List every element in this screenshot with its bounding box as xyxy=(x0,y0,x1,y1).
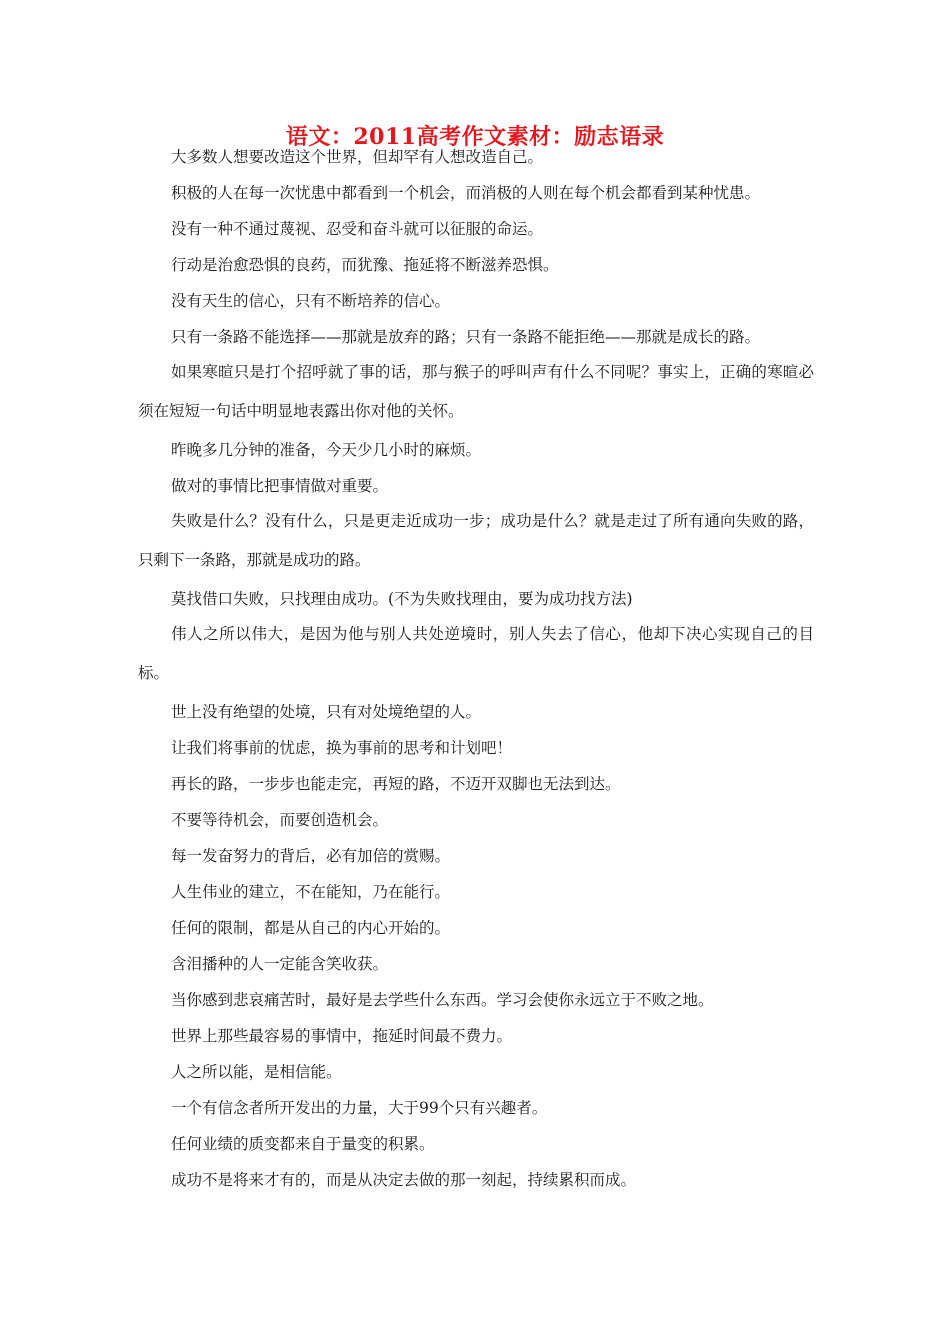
paragraph: 任何的限制，都是从自己的内心开始的。 xyxy=(171,919,451,937)
paragraph: 世界上那些最容易的事情中，拖延时间最不费力。 xyxy=(171,1027,513,1045)
paragraph: 没有天生的信心，只有不断培养的信心。 xyxy=(171,292,451,310)
paragraph: 积极的人在每一次忧患中都看到一个机会，而消极的人则在每个机会都看到某种忧患。 xyxy=(171,184,761,202)
document-title: 语文：2011高考作文素材：励志语录 xyxy=(285,124,665,150)
paragraph: 让我们将事前的忧虑，换为事前的思考和计划吧！ xyxy=(171,739,513,757)
paragraph: 每一发奋努力的背后，必有加倍的赏赐。 xyxy=(171,847,451,865)
paragraph: 成功不是将来才有的，而是从决定去做的那一刻起，持续累积而成。 xyxy=(171,1171,637,1189)
paragraph: 含泪播种的人一定能含笑收获。 xyxy=(171,955,389,973)
paragraph: 伟人之所以伟大，是因为他与别人共处逆境时，别人失去了信心，他却下决心实现自己的目标。 xyxy=(138,625,814,682)
paragraph: 没有一种不通过蔑视、忍受和奋斗就可以征服的命运。 xyxy=(171,220,544,238)
paragraph: 当你感到悲哀痛苦时，最好是去学些什么东西。学习会使你永远立于不败之地。 xyxy=(171,991,714,1009)
paragraph: 人之所以能，是相信能。 xyxy=(171,1063,342,1081)
paragraph: 人生伟业的建立，不在能知，乃在能行。 xyxy=(171,883,451,901)
paragraph: 一个有信念者所开发出的力量，大于99个只有兴趣者。 xyxy=(171,1099,548,1117)
document-body xyxy=(138,148,814,1207)
paragraph: 再长的路，一步步也能走完，再短的路，不迈开双脚也无法到达。 xyxy=(171,775,621,793)
paragraph: 任何业绩的质变都来自于量变的积累。 xyxy=(171,1135,435,1153)
paragraph: 只有一条路不能选择——那就是放弃的路；只有一条路不能拒绝——那就是成长的路。 xyxy=(171,328,761,346)
paragraph: 莫找借口失败，只找理由成功。(不为失败找理由，要为成功找方法) xyxy=(171,590,633,608)
paragraph: 昨晚多几分钟的准备，今天少几小时的麻烦。 xyxy=(171,441,482,459)
paragraph: 失败是什么？没有什么，只是更走近成功一步；成功是什么？就是走过了所有通向失败的路，只剩下一条路，那就是成功的路。 xyxy=(138,512,814,569)
paragraph: 大多数人想要改造这个世界，但却罕有人想改造自己。 xyxy=(171,148,544,166)
paragraph: 行动是治愈恐惧的良药，而犹豫、拖延将不断滋养恐惧。 xyxy=(171,256,559,274)
paragraph: 如果寒暄只是打个招呼就了事的话，那与猴子的呼叫声有什么不同呢？事实上，正确的寒暄必须在短短一句话中明显地表露出你对他的关怀。 xyxy=(138,363,814,420)
paragraph: 做对的事情比把事情做对重要。 xyxy=(171,477,389,495)
paragraph: 不要等待机会，而要创造机会。 xyxy=(171,811,389,829)
paragraph: 世上没有绝望的处境，只有对处境绝望的人。 xyxy=(171,703,482,721)
